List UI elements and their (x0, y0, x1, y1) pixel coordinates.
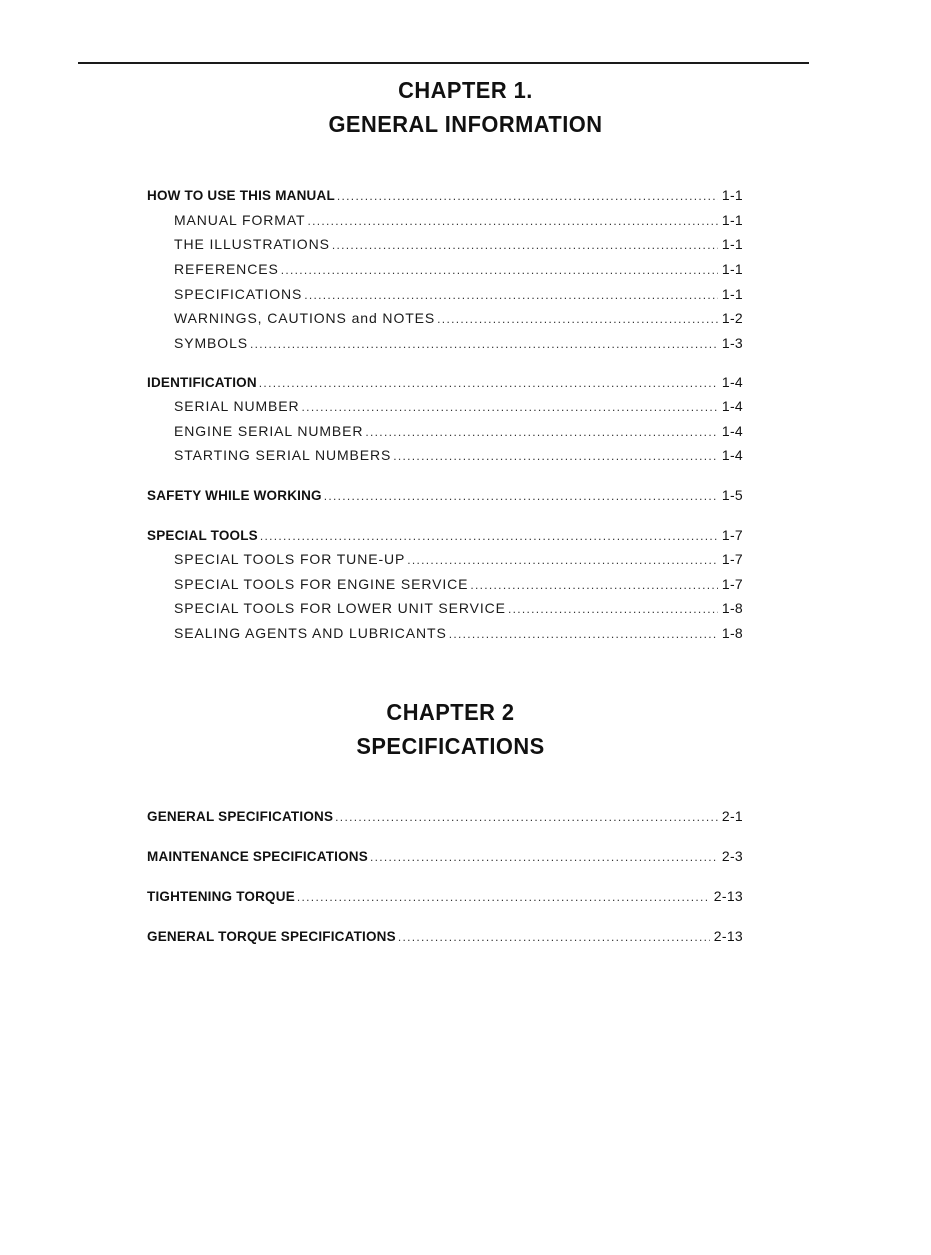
toc-entry[interactable] (147, 928, 743, 948)
chapter-1-number: CHAPTER 1. (398, 77, 533, 103)
dot-leader (324, 489, 718, 503)
dot-leader (365, 425, 717, 439)
toc-entry-title: REFERENCES (174, 261, 279, 277)
toc-entry[interactable] (147, 187, 743, 207)
toc-entry-page: 1-4 (721, 447, 743, 463)
toc-entry[interactable] (147, 888, 743, 908)
dot-leader (281, 263, 718, 277)
dot-leader (407, 553, 718, 567)
toc-entry-title: IDENTIFICATION (147, 375, 257, 390)
chapter-1-heading (23, 73, 907, 141)
toc-entry[interactable] (174, 236, 743, 256)
chapter-2-number: CHAPTER 2 (386, 699, 515, 725)
toc-entry-page: 1-4 (721, 374, 743, 390)
toc-entry[interactable] (174, 261, 743, 281)
toc-entry-title: SPECIFICATIONS (174, 286, 303, 302)
toc-entry-page: 2-13 (713, 888, 743, 904)
dot-leader (337, 189, 718, 203)
toc-entry[interactable] (174, 286, 743, 306)
toc-entry-page: 1-7 (721, 527, 743, 543)
toc-entry-page: 1-1 (721, 212, 743, 228)
dot-leader (449, 627, 718, 641)
toc-entry-title: TIGHTENING TORQUE (147, 889, 295, 904)
dot-leader (250, 337, 718, 351)
toc-entry-title: GENERAL SPECIFICATIONS (147, 809, 334, 824)
chapter-1-title: GENERAL INFORMATION (328, 111, 603, 137)
toc-entry[interactable] (174, 551, 743, 571)
toc-entry-title: SAFETY WHILE WORKING (147, 488, 322, 503)
toc-entry[interactable] (174, 576, 743, 596)
dot-leader (335, 810, 718, 824)
toc-entry-title: SPECIAL TOOLS FOR LOWER UNIT SERVICE (174, 600, 506, 616)
toc-entry-page: 1-3 (721, 335, 743, 351)
toc-entry-title: MANUAL FORMAT (174, 212, 306, 228)
dot-leader (370, 850, 718, 864)
chapter-2-title: SPECIFICATIONS (356, 733, 545, 759)
toc-entry[interactable] (174, 310, 743, 330)
toc-entry[interactable] (147, 527, 743, 547)
toc-entry-title: ENGINE SERIAL NUMBER (174, 423, 364, 439)
dot-leader (470, 578, 717, 592)
dot-leader (297, 890, 710, 904)
toc-entry-page: 1-1 (721, 261, 743, 277)
toc-entry-title: SPECIAL TOOLS FOR ENGINE SERVICE (174, 576, 469, 592)
toc-entry-page: 1-5 (721, 487, 743, 503)
toc-entry-page: 1-1 (721, 286, 743, 302)
toc-entry[interactable] (174, 398, 743, 418)
toc-entry[interactable] (174, 625, 743, 645)
toc-entry-page: 2-3 (721, 848, 743, 864)
toc-entry[interactable] (147, 848, 743, 868)
toc-entry-page: 1-1 (721, 187, 743, 203)
toc-entry-title: HOW TO USE THIS MANUAL (147, 188, 335, 203)
top-rule-divider (78, 62, 809, 64)
dot-leader (302, 400, 718, 414)
dot-leader (332, 238, 718, 252)
toc-entry-title: STARTING SERIAL NUMBERS (174, 447, 392, 463)
toc-entry-page: 1-4 (721, 423, 743, 439)
toc-entry-page: 1-7 (721, 551, 743, 567)
toc-entry-title: WARNINGS, CAUTIONS and NOTES (174, 310, 436, 326)
toc-entry-title: SPECIAL TOOLS FOR TUNE-UP (174, 551, 406, 567)
toc-entry[interactable] (147, 487, 743, 507)
toc-entry[interactable] (174, 423, 743, 443)
toc-entry-title: SYMBOLS (174, 335, 248, 351)
toc-entry-page: 1-4 (721, 398, 743, 414)
toc-entry-title: SPECIAL TOOLS (147, 528, 258, 543)
dot-leader (398, 930, 710, 944)
toc-entry-title: GENERAL TORQUE SPECIFICATIONS (147, 929, 396, 944)
toc-entry-title: SERIAL NUMBER (174, 398, 300, 414)
dot-leader (437, 312, 718, 326)
toc-entry[interactable] (174, 447, 743, 467)
toc-entry-page: 1-2 (721, 310, 743, 326)
toc-entry[interactable] (147, 808, 743, 828)
dot-leader (259, 376, 718, 390)
toc-entry[interactable] (174, 212, 743, 232)
toc-entry-page: 1-8 (721, 625, 743, 641)
toc-entry[interactable] (174, 335, 743, 355)
dot-leader (307, 214, 717, 228)
toc-entry-title: THE ILLUSTRATIONS (174, 236, 330, 252)
dot-leader (260, 529, 718, 543)
toc-entry[interactable] (147, 374, 743, 394)
toc-entry-page: 2-1 (721, 808, 743, 824)
toc-entry[interactable] (174, 600, 743, 620)
toc-entry-page: 1-7 (721, 576, 743, 592)
toc-entry-page: 1-1 (721, 236, 743, 252)
chapter-2-heading (8, 695, 892, 763)
dot-leader (304, 288, 718, 302)
toc-entry-title: SEALING AGENTS AND LUBRICANTS (174, 625, 447, 641)
toc-entry-page: 1-8 (721, 600, 743, 616)
toc-entry-page: 2-13 (713, 928, 743, 944)
dot-leader (393, 449, 718, 463)
toc-entry-title: MAINTENANCE SPECIFICATIONS (147, 849, 368, 864)
dot-leader (508, 602, 718, 616)
